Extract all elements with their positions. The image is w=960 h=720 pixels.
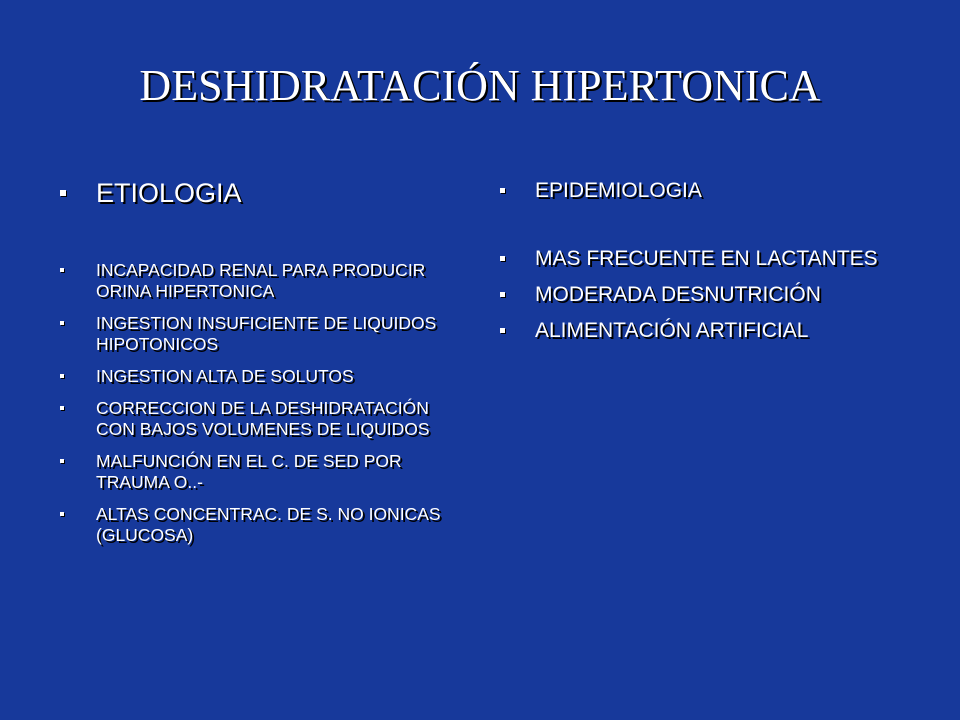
list-item <box>500 246 900 271</box>
list-item-text: ALTAS CONCENTRAC. DE S. NO IONICAS (GLUCOSA) <box>96 504 441 545</box>
list-item-text: MAS FRECUENTE EN LACTANTES <box>535 247 878 270</box>
list-item <box>500 282 900 307</box>
list-item <box>60 398 460 440</box>
etiologia-list <box>60 176 460 557</box>
epidemiologia-list <box>500 176 900 354</box>
slide-title: DESHIDRATACIÓN HIPERTONICA <box>139 61 821 110</box>
square-bullet-icon <box>60 190 66 196</box>
square-bullet-icon <box>500 328 505 333</box>
list-item <box>60 451 460 493</box>
epidemiologia-heading-text: EPIDEMIOLOGIA <box>535 179 702 202</box>
list-item-text: ALIMENTACIÓN ARTIFICIAL <box>535 319 809 342</box>
square-bullet-icon <box>500 188 505 193</box>
etiologia-heading <box>60 176 460 210</box>
list-item-text: INCAPACIDAD RENAL PARA PRODUCIR ORINA HIPERTONICA <box>96 260 426 301</box>
square-bullet-icon <box>60 268 64 272</box>
list-item <box>60 504 460 546</box>
square-bullet-icon <box>500 256 505 261</box>
etiologia-heading-text: ETIOLOGIA <box>96 178 242 208</box>
square-bullet-icon <box>60 321 64 325</box>
square-bullet-icon <box>60 406 64 410</box>
list-item <box>60 366 460 387</box>
list-item-text: INGESTION INSUFICIENTE DE LIQUIDOS HIPOTONICOS <box>96 313 437 354</box>
list-item-text: MALFUNCIÓN EN EL C. DE SED POR TRAUMA O..- <box>96 451 402 492</box>
square-bullet-icon <box>60 459 64 463</box>
list-item-text: INGESTION ALTA DE SOLUTOS <box>96 366 354 386</box>
list-item <box>500 318 900 343</box>
square-bullet-icon <box>60 512 64 516</box>
list-item <box>60 260 460 302</box>
epidemiologia-heading <box>500 176 900 206</box>
list-item-text: CORRECCION DE LA DESHIDRATACIÓN CON BAJOS VOLUMENES DE LIQUIDOS <box>96 398 430 439</box>
square-bullet-icon <box>60 374 64 378</box>
list-item <box>60 313 460 355</box>
list-item-text: MODERADA DESNUTRICIÓN <box>535 283 821 306</box>
square-bullet-icon <box>500 292 505 297</box>
